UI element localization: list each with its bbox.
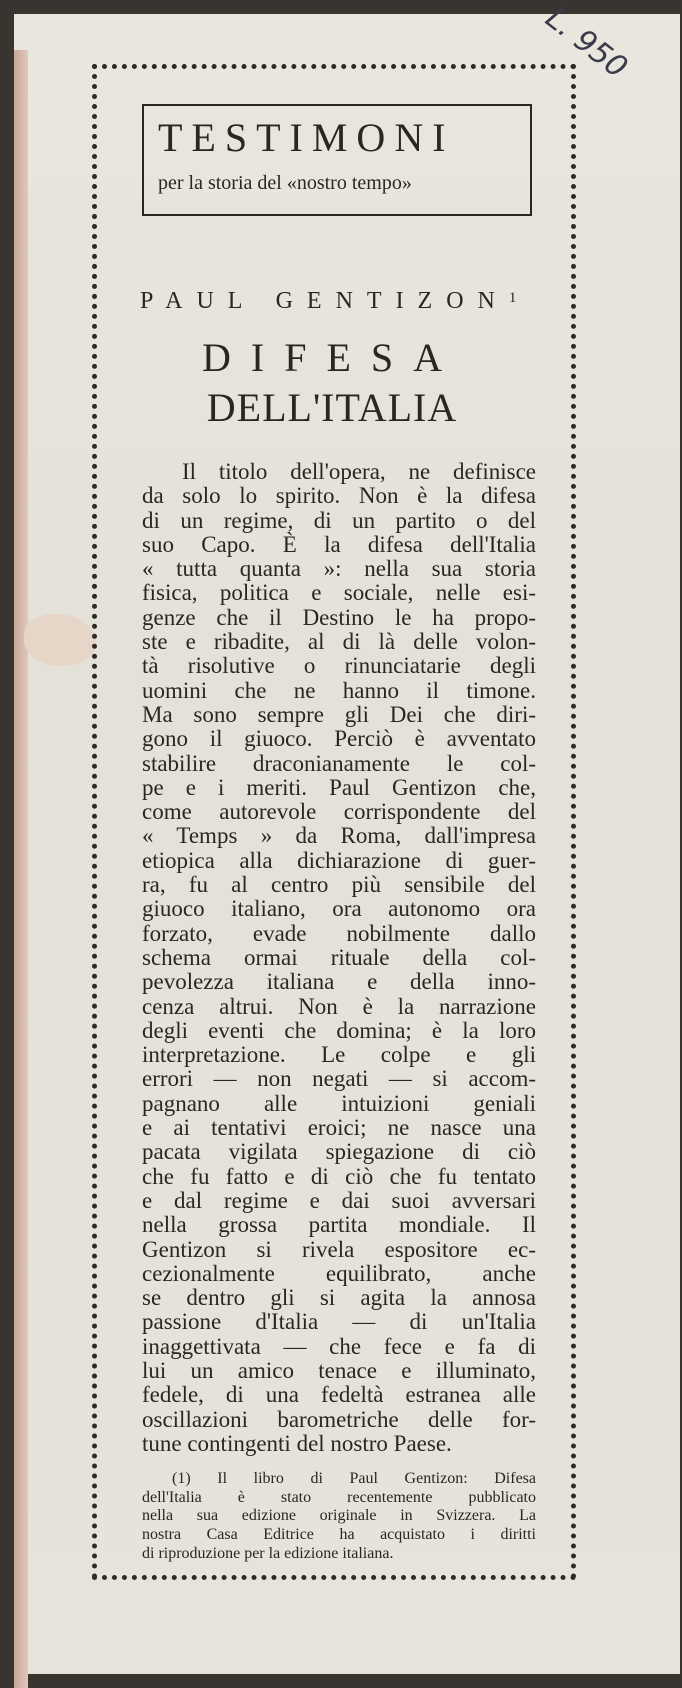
footnote-line: dell'Italia è stato recentemente pubblicato <box>142 1488 536 1506</box>
article-body <box>142 460 536 1456</box>
body-line: degli eventi che domina; è la loro <box>142 1017 536 1043</box>
body-line: tune contingenti del nostro Paese. <box>142 1430 452 1456</box>
body-line: fedele, di una fedeltà estranea alle <box>142 1382 536 1408</box>
footnote-line: (1) Il libro di Paul Gentizon: Difesa <box>172 1470 536 1488</box>
body-line: ste e ribadite, al di là delle volon- <box>142 629 536 655</box>
body-line: oscillazioni barometriche delle for- <box>142 1406 536 1432</box>
body-line: come autorevole corrispondente del <box>142 799 536 825</box>
body-line: da solo lo spirito. Non è la difesa <box>142 483 536 509</box>
body-line: passione d'Italia — di un'Italia <box>142 1309 536 1335</box>
body-line: « Temps » da Roma, dall'impresa <box>142 823 536 849</box>
body-line: Ma sono sempre gli Dei che diri- <box>142 701 536 727</box>
body-line: suo Capo. È la difesa dell'Italia <box>142 531 536 557</box>
body-line: che fu fatto e di ciò che fu tentato <box>142 1163 536 1189</box>
page-edge <box>14 50 28 1688</box>
body-line: etiopica alla dichiarazione di guer- <box>142 847 536 873</box>
body-line: uomini che ne hanno il timone. <box>142 677 536 703</box>
price-mark: L. 950 <box>538 0 634 86</box>
footnote-line: nostra Casa Editrice ha acquistato i diritti <box>142 1525 536 1543</box>
body-line: fisica, politica e sociale, nelle esi- <box>142 580 536 606</box>
body-line: stabilire draconianamente le col- <box>142 750 536 776</box>
body-line: inaggettivata — che fece e fa di <box>142 1333 536 1359</box>
body-line: schema ormai rituale della col- <box>142 944 536 970</box>
author-name <box>140 288 516 315</box>
body-line: cezionalmente equilibrato, anche <box>142 1260 536 1286</box>
body-line: forzato, evade nobilmente dallo <box>142 920 536 946</box>
body-line: e ai tentativi eroici; ne nasce una <box>142 1115 536 1141</box>
body-line: Il titolo dell'opera, ne definisce <box>182 459 536 484</box>
series-box <box>142 104 532 216</box>
body-line: « tutta quanta »: nella sua storia <box>142 556 536 582</box>
article-title-line-1: DIFESA <box>201 335 463 380</box>
body-line: pevolezza italiana e della inno- <box>142 969 536 995</box>
body-line: cenza altrui. Non è la narrazione <box>142 993 536 1019</box>
paper-tear <box>24 614 96 666</box>
body-line: interpretazione. Le colpe e gli <box>142 1042 536 1068</box>
body-line: lui un amico tenace e illuminato, <box>142 1357 536 1383</box>
body-line: pacata vigilata spiegazione di ciò <box>142 1139 536 1165</box>
body-line: di un regime, di un partito o del <box>142 507 536 533</box>
series-title: TESTIMONI <box>158 115 455 160</box>
body-line: errori — non negati — si accom- <box>142 1066 536 1092</box>
body-line: nella grossa partita mondiale. Il <box>142 1212 536 1238</box>
footnote-line: di riproduzione per la edizione italiana. <box>142 1544 394 1562</box>
body-line: Gentizon si rivela espositore ec- <box>142 1236 536 1262</box>
body-line: gono il giuoco. Perciò è avventato <box>142 726 536 752</box>
body-line: pe e i meriti. Paul Gentizon che, <box>142 774 536 800</box>
footnote-line: nella sua edizione originale in Svizzera. La <box>142 1507 536 1525</box>
body-line: genze che il Destino le ha propo- <box>142 604 536 630</box>
body-line: giuoco italiano, ora autonomo ora <box>142 896 536 922</box>
footnote <box>142 1470 536 1563</box>
body-line: pagnano alle intuizioni geniali <box>142 1090 536 1116</box>
author-note-mark: 1 <box>508 290 517 306</box>
series-subtitle: per la storia del «nostro tempo» <box>158 172 412 194</box>
article-title-line-2: DELL'ITALIA <box>206 385 458 430</box>
body-line: e dal regime e dai suoi avversari <box>142 1187 536 1213</box>
body-line: tà risolutive o rinunciatarie degli <box>142 653 536 679</box>
body-line: se dentro gli si agita la annosa <box>142 1285 536 1311</box>
body-line: ra, fu al centro più sensibile del <box>142 872 536 898</box>
author-text: PAUL GENTIZON <box>140 288 509 314</box>
